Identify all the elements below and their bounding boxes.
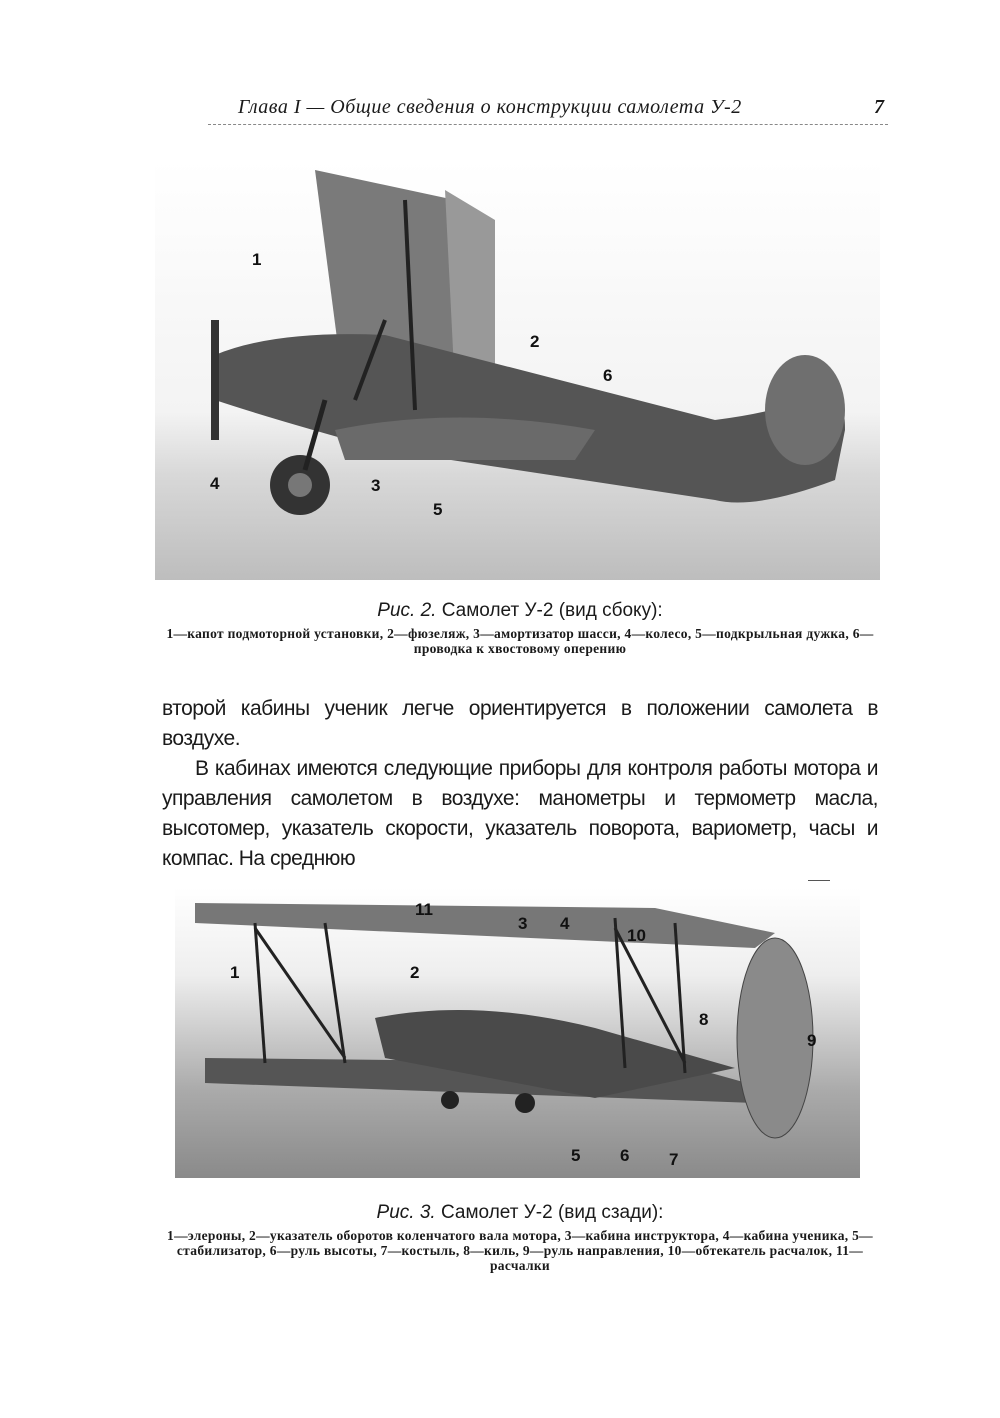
figure-3-label: 7 bbox=[669, 1150, 679, 1169]
paragraph: В кабинах имеются следующие приборы для контроля работы мотора и управления самолетом в воздухе: манометры и термометр масла, высотомер, указатель скорости, указатель поворота, вариометр, часы и компас. На среднюю bbox=[162, 757, 878, 870]
figure-2-label: 5 bbox=[433, 500, 443, 519]
figure-3-label: 3 bbox=[518, 914, 528, 933]
running-header bbox=[238, 96, 888, 126]
figure-2-label: 3 bbox=[371, 476, 381, 495]
figure-3-photo bbox=[175, 888, 860, 1178]
figure-3-label: 4 bbox=[560, 914, 570, 933]
figure-3-number: Рис. 3. bbox=[376, 1202, 436, 1223]
chapter-title: Глава I — Общие сведения о конструкции самолета У-2 bbox=[238, 96, 742, 118]
figure-3-label: 9 bbox=[807, 1031, 817, 1050]
figure-3-legend: 1—элероны, 2—указатель оборотов коленчатого вала мотора, 3—кабина инструктора, 4—кабина ученика, 5—стабилизатор, 6—руль высоты, 7—костыль, 8—киль, 9—руль направления, 10—обтекатель расчалок, 11—расчалки bbox=[167, 1228, 873, 1273]
figure-3-label: 8 bbox=[699, 1010, 709, 1029]
header-rule bbox=[208, 124, 888, 125]
figure-3-caption bbox=[150, 1202, 890, 1273]
paragraph: второй кабины ученик легче ориентируется в положении самолета в воздухе. bbox=[162, 697, 878, 750]
figure-2-label: 1 bbox=[252, 250, 262, 269]
figure-3-label: 5 bbox=[571, 1146, 581, 1165]
figure-3-label: 2 bbox=[410, 963, 420, 982]
figure-3-title: Самолет У-2 (вид сзади): bbox=[440, 1202, 664, 1223]
figure-2-label: 6 bbox=[603, 366, 613, 385]
figure-2-legend: 1—капот подмоторной установки, 2—фюзеляж, 3—амортизатор шасси, 4—колесо, 5—подкрыльная дужка, 6—проводка к хвостовому оперению bbox=[166, 626, 874, 656]
figure-2-label: 4 bbox=[210, 474, 220, 493]
figure-2-caption bbox=[150, 600, 890, 656]
figure-2-title: Самолет У-2 (вид сбоку): bbox=[441, 600, 663, 621]
figure-3-label: 11 bbox=[415, 900, 433, 919]
biplane-side-view-image bbox=[155, 160, 880, 580]
page-number: 7 bbox=[874, 96, 884, 118]
figure-3-label: 1 bbox=[230, 963, 240, 982]
figure-2-label: 2 bbox=[530, 332, 540, 351]
figure-2-photo bbox=[155, 160, 880, 580]
scan-mark bbox=[808, 880, 830, 881]
figure-3-label: 10 bbox=[627, 926, 646, 945]
body-text bbox=[162, 694, 878, 874]
figure-3-label: 6 bbox=[620, 1146, 630, 1165]
figure-2-number: Рис. 2. bbox=[377, 600, 437, 621]
